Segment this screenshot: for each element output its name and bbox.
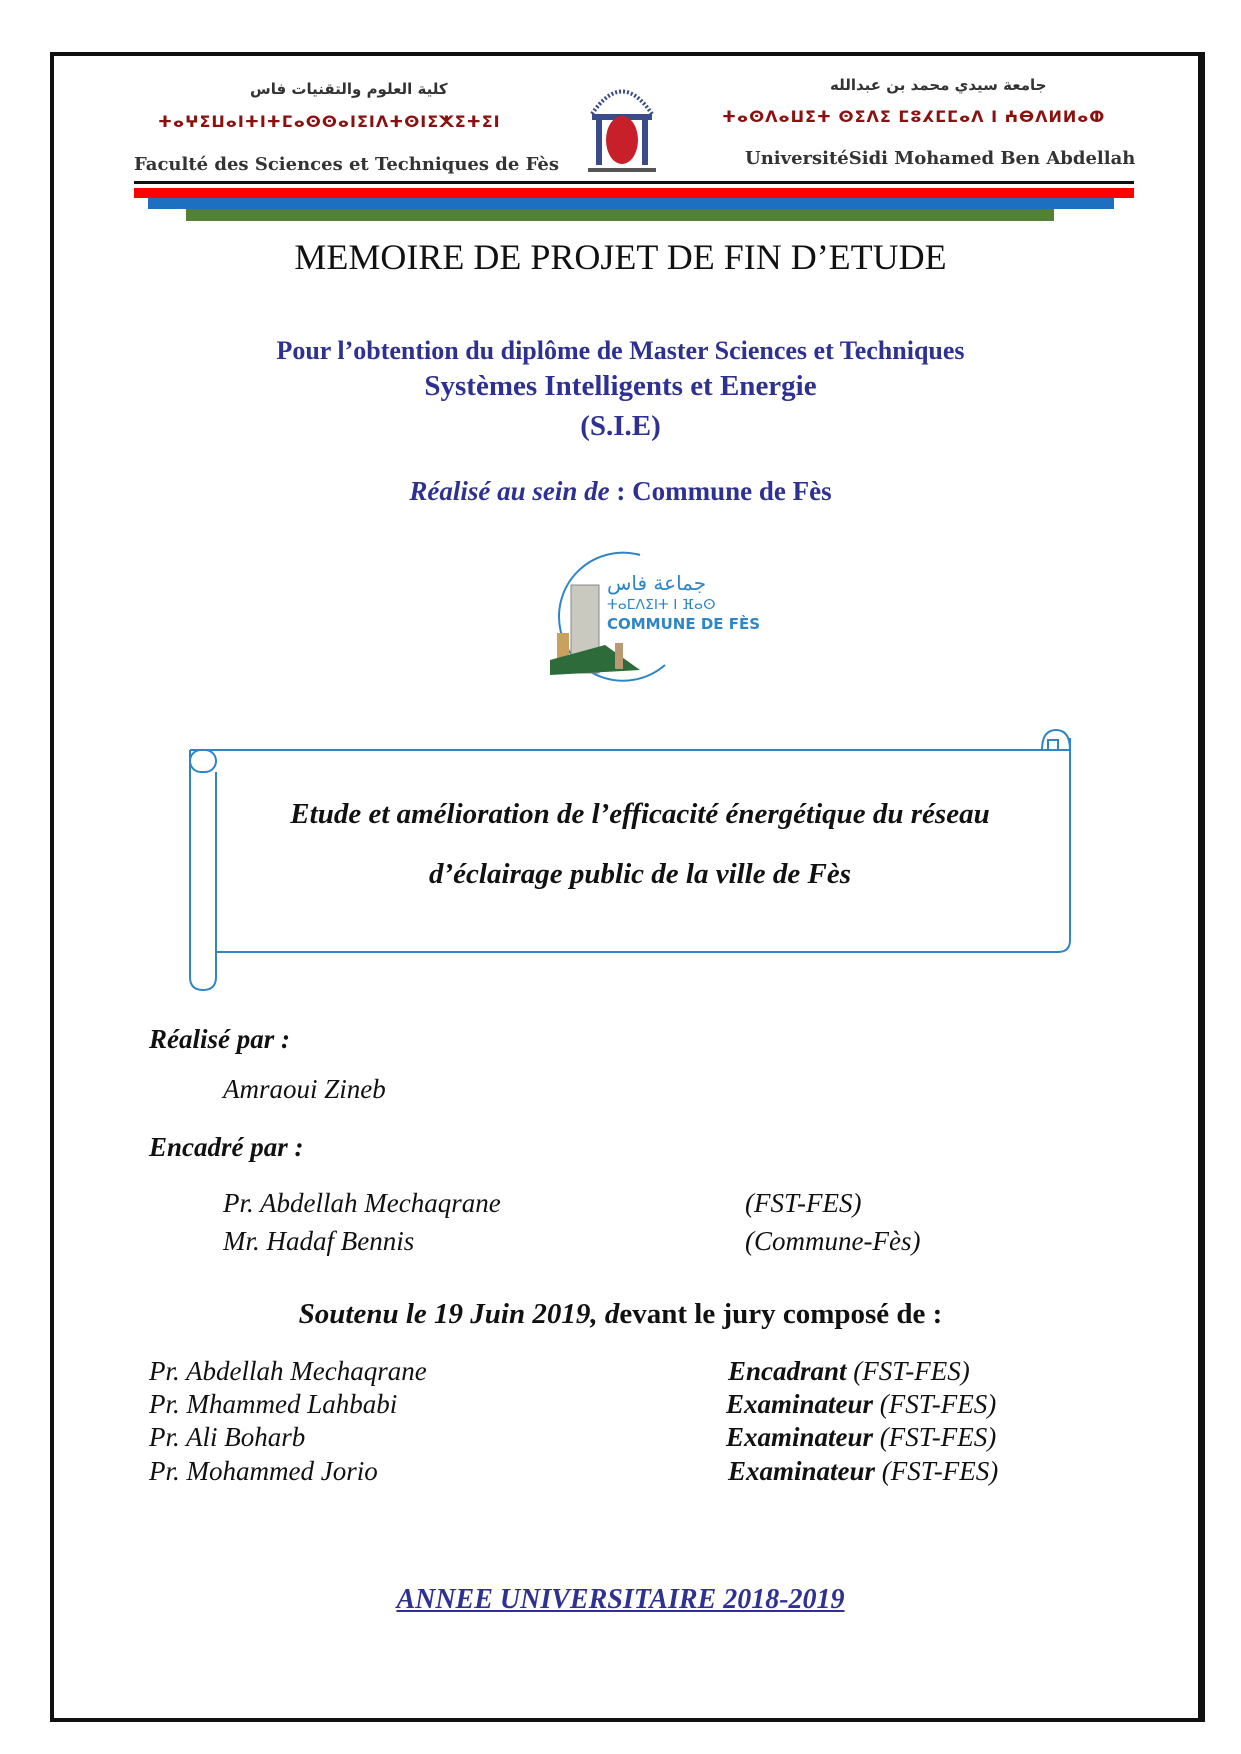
jury-role: Examinateur (FST-FES)	[728, 1456, 999, 1486]
host-line	[0, 476, 1241, 507]
defense-connector: d	[597, 1298, 620, 1330]
university-emblem	[582, 74, 662, 176]
jury-role: Encadrant (FST-FES)	[728, 1356, 970, 1386]
program-abbrev: (S.I.E)	[580, 410, 661, 442]
supervisor-name: Mr. Hadaf Bennis	[223, 1226, 415, 1256]
fst-arabic-name: كلية العلوم والتقنيات فاس	[250, 80, 448, 98]
jury-name: Pr. Mhammed Lahbabi	[149, 1389, 398, 1419]
defense-jury-text: evant le jury composé de :	[619, 1298, 943, 1330]
header-rule-green	[186, 209, 1054, 221]
fst-french-name: Faculté des Sciences et Techniques de Fès	[134, 154, 559, 175]
supervisor-affil: (FST-FES)	[745, 1188, 862, 1218]
diploma-line: Pour l’obtention du diplôme de Master Sciences et Techniques	[276, 336, 965, 365]
commune-logo-text: COMMUNE DE FÈS	[607, 615, 761, 633]
jury-role: Examinateur (FST-FES)	[726, 1422, 997, 1452]
jury-name: Pr. Ali Boharb	[149, 1422, 306, 1452]
thesis-title-line1: Etude et amélioration de l’efficacité énergétique du réseau	[290, 798, 990, 830]
supervisor-name: Pr. Abdellah Mechaqrane	[223, 1188, 501, 1218]
commune-logo	[545, 545, 761, 685]
author-name: Amraoui Zineb	[223, 1074, 386, 1104]
defense-line	[0, 1298, 1241, 1331]
supervisors-label: Encadré par :	[149, 1132, 304, 1162]
host-label: Réalisé au sein de	[409, 476, 610, 506]
jury-name: Pr. Abdellah Mechaqrane	[149, 1356, 427, 1386]
defense-date: Soutenu le 19 Juin 2019,	[298, 1298, 598, 1330]
jury-role: Examinateur (FST-FES)	[726, 1389, 997, 1419]
header-rule-black	[134, 181, 1134, 184]
fst-tifinagh-name: ⵜⴰⵖⵉⵡⴰⵏⵜⵏⵜⵎⴰⵙⵙⴰⵏⵉⵏⴷⵜⵙⵏⵉⵅⵉⵜⵉⵏ	[158, 112, 501, 131]
usmba-tifinagh-name: ⵜⴰⵙⴷⴰⵡⵉⵜ ⵙⵉⴷⵉ ⵎⵓⵃⵎⵎⴰⴷ ⵏ ⵄⴱⴷⵍⵍⴰⵀ	[722, 107, 1106, 126]
document-title: MEMOIRE DE PROJET DE FIN D’ETUDE	[294, 237, 947, 277]
commune-logo-tifinagh: ⵜⴰⵎⴷⵉⵏⵜ ⵏ ⴼⴰⵙ	[607, 597, 716, 613]
host-value: : Commune de Fès	[616, 476, 832, 506]
program-name: Systèmes Intelligents et Energie	[424, 370, 817, 402]
author-label: Réalisé par :	[149, 1024, 290, 1054]
scroll-banner	[180, 712, 1080, 992]
jury-name: Pr. Mohammed Jorio	[149, 1456, 378, 1486]
academic-year: ANNEE UNIVERSITAIRE 2018-2019	[396, 1584, 845, 1615]
usmba-french-name: UniversitéSidi Mohamed Ben Abdellah	[745, 148, 1136, 169]
header-rule-red	[134, 188, 1134, 198]
usmba-arabic-name: جامعة سيدي محمد بن عبدالله	[830, 76, 1047, 94]
header-rule-blue	[148, 198, 1114, 209]
commune-logo-arabic: جماعة فاس	[607, 571, 707, 595]
supervisor-affil: (Commune-Fès)	[745, 1226, 921, 1256]
thesis-title-line2: d’éclairage public de la ville de Fès	[428, 858, 851, 890]
